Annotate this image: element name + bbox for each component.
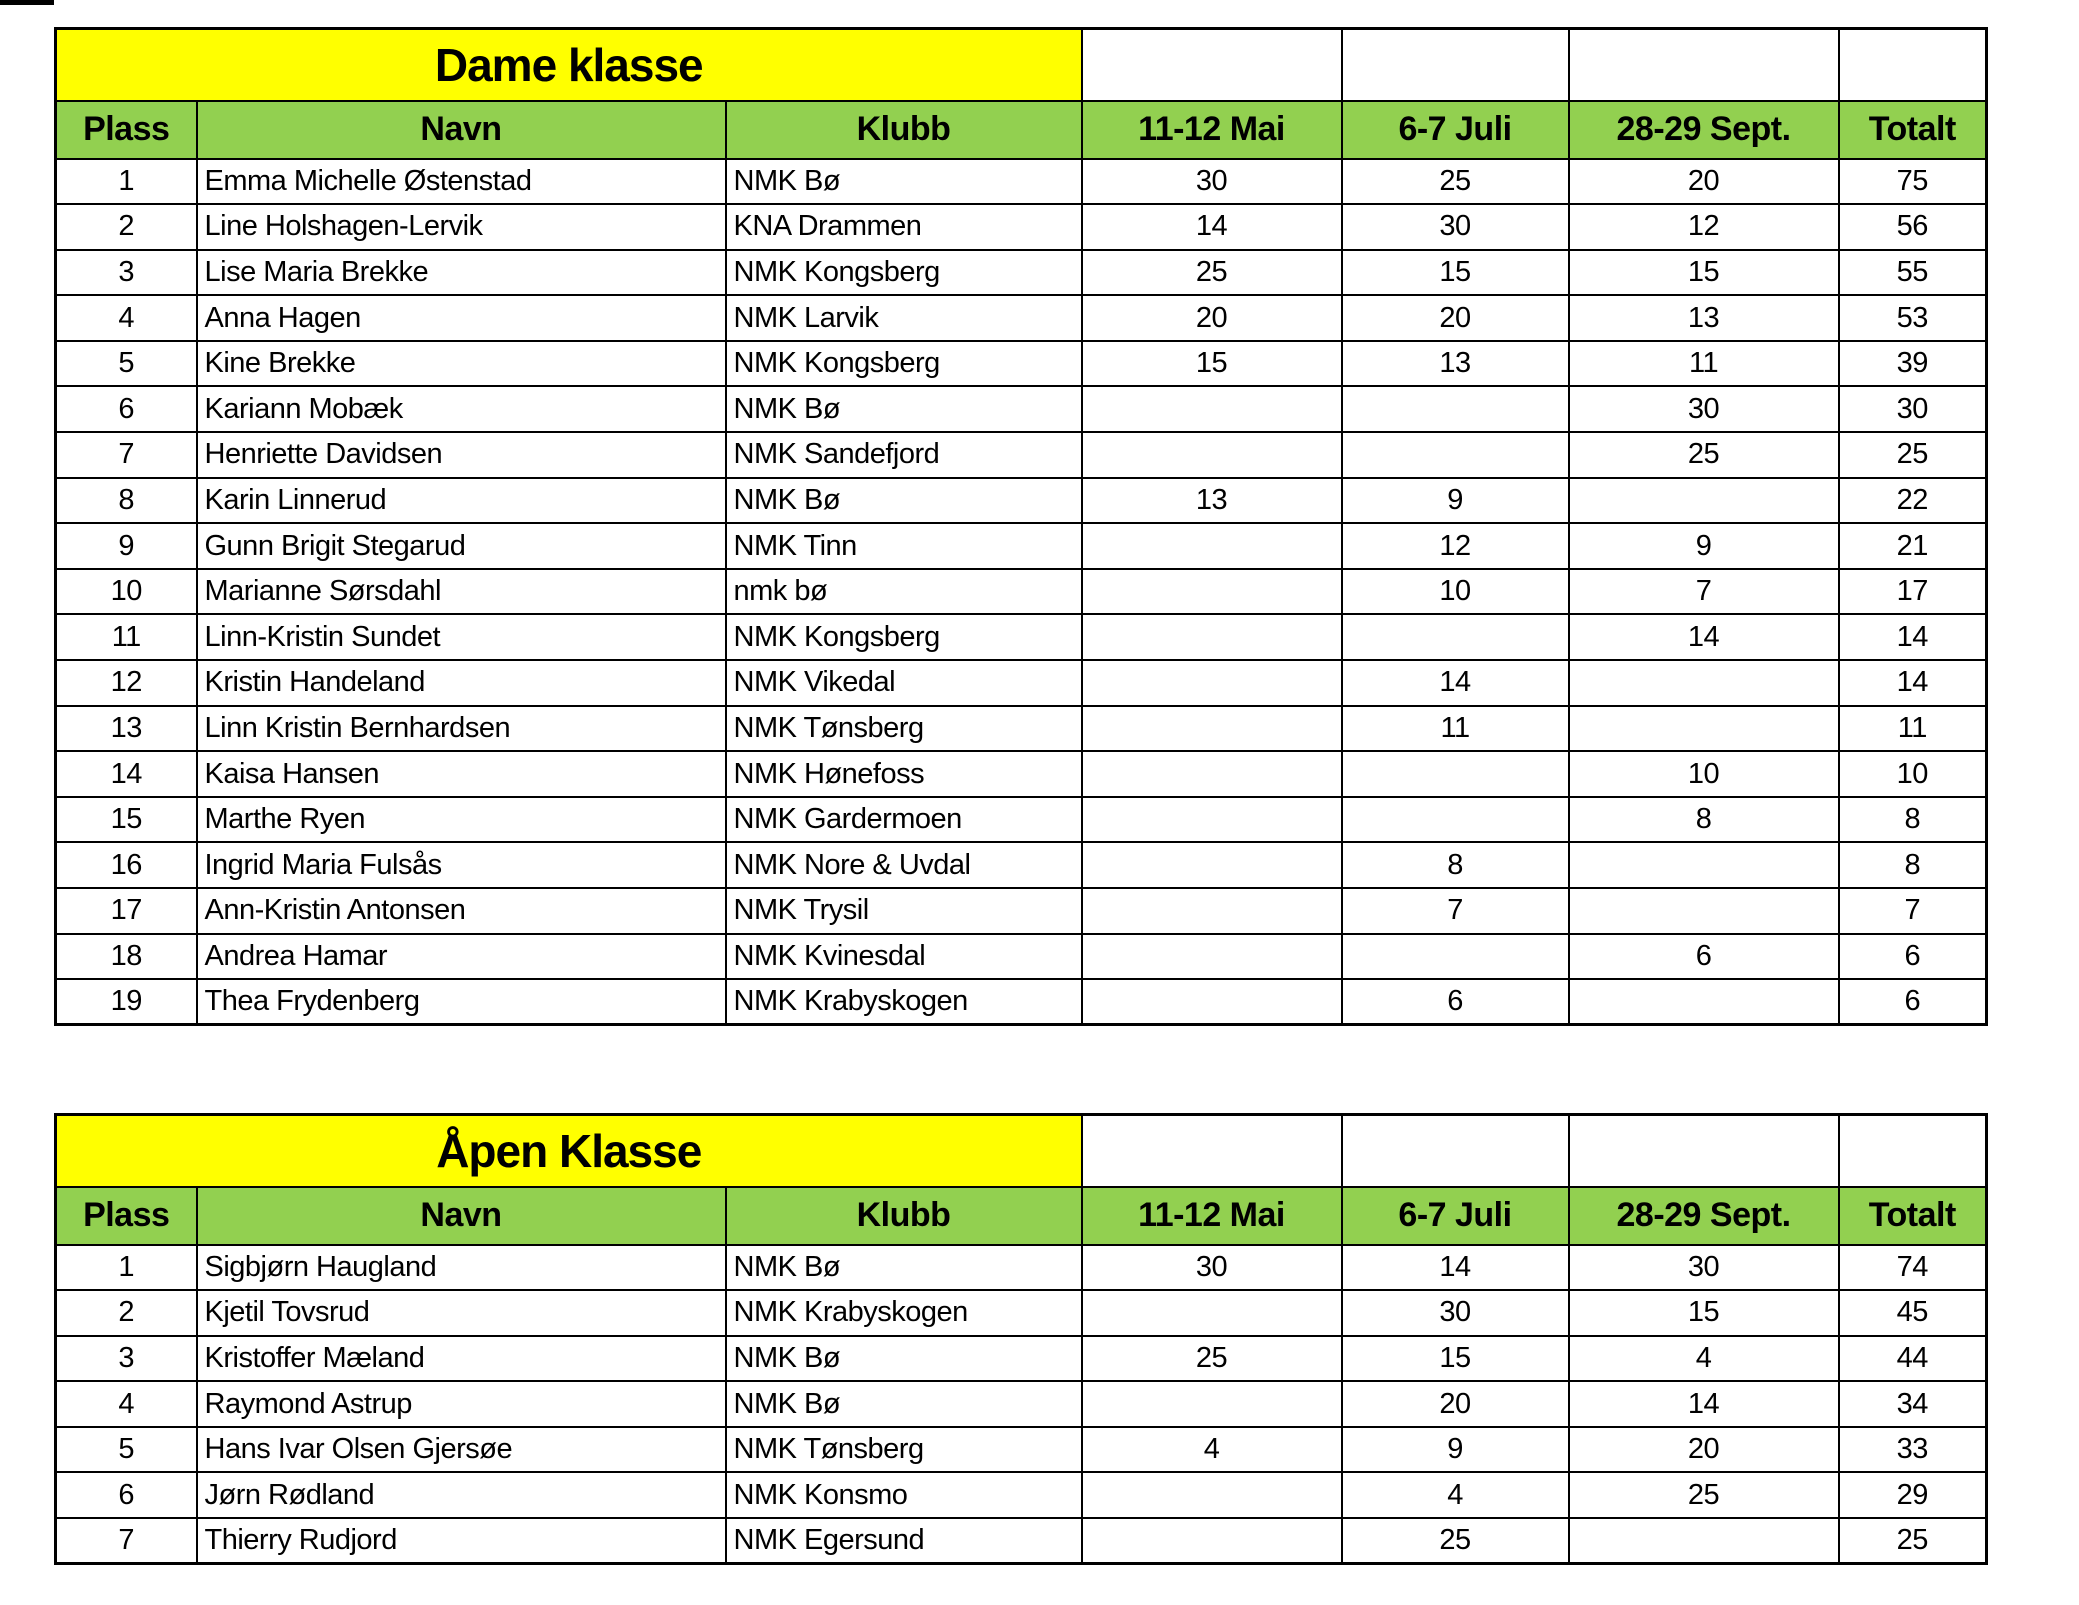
cell-navn: Thea Frydenberg	[197, 979, 726, 1025]
table-title: Dame klasse	[56, 29, 1082, 101]
cell-klubb: KNA Drammen	[726, 204, 1082, 250]
cell-plass: 7	[56, 432, 197, 478]
cell-plass: 8	[56, 478, 197, 524]
cell-totalt: 53	[1839, 295, 1987, 341]
cell-totalt: 17	[1839, 569, 1987, 615]
cell-juli: 9	[1342, 1427, 1569, 1473]
cell-plass: 3	[56, 1336, 197, 1382]
cell-juli: 14	[1342, 1245, 1569, 1291]
cell-navn: Ingrid Maria Fulsås	[197, 842, 726, 888]
cell-juli: 13	[1342, 341, 1569, 387]
cell-totalt: 34	[1839, 1381, 1987, 1427]
cell-navn: Andrea Hamar	[197, 934, 726, 980]
cell-juli	[1342, 386, 1569, 432]
cell-mai	[1082, 842, 1342, 888]
column-header-plass: Plass	[56, 101, 197, 159]
cell-plass: 14	[56, 751, 197, 797]
cell-totalt: 30	[1839, 386, 1987, 432]
column-header-6-7-juli: 6-7 Juli	[1342, 1187, 1569, 1245]
cell-juli	[1342, 432, 1569, 478]
table-row	[56, 159, 1987, 205]
cell-mai: 15	[1082, 341, 1342, 387]
cell-navn: Lise Maria Brekke	[197, 250, 726, 296]
cell-sept	[1569, 478, 1839, 524]
cell-totalt: 56	[1839, 204, 1987, 250]
cell-plass: 7	[56, 1518, 197, 1564]
table-row	[56, 569, 1987, 615]
cell-navn: Kaisa Hansen	[197, 751, 726, 797]
cell-juli: 20	[1342, 1381, 1569, 1427]
cell-klubb: NMK Kongsberg	[726, 250, 1082, 296]
cell-sept: 13	[1569, 295, 1839, 341]
table-row	[56, 1381, 1987, 1427]
cell-klubb: NMK Bø	[726, 1245, 1082, 1291]
cell-klubb: NMK Kongsberg	[726, 614, 1082, 660]
title-empty-cell	[1839, 29, 1987, 101]
column-header-row	[56, 101, 1987, 159]
cell-mai	[1082, 1518, 1342, 1564]
cell-totalt: 7	[1839, 888, 1987, 934]
cell-mai: 30	[1082, 1245, 1342, 1291]
cell-totalt: 25	[1839, 432, 1987, 478]
cell-klubb: NMK Tinn	[726, 523, 1082, 569]
cell-sept	[1569, 888, 1839, 934]
cell-juli: 30	[1342, 204, 1569, 250]
table-row	[56, 797, 1987, 843]
cell-plass: 15	[56, 797, 197, 843]
cell-navn: Gunn Brigit Stegarud	[197, 523, 726, 569]
cell-klubb: NMK Kongsberg	[726, 341, 1082, 387]
cell-plass: 2	[56, 204, 197, 250]
cell-juli: 15	[1342, 1336, 1569, 1382]
cell-sept	[1569, 660, 1839, 706]
column-header-klubb: Klubb	[726, 101, 1082, 159]
cell-klubb: NMK Tønsberg	[726, 706, 1082, 752]
table-row	[56, 1518, 1987, 1564]
cell-totalt: 25	[1839, 1518, 1987, 1564]
cell-sept: 14	[1569, 1381, 1839, 1427]
cell-totalt: 11	[1839, 706, 1987, 752]
table-row	[56, 204, 1987, 250]
column-header-totalt: Totalt	[1839, 101, 1987, 159]
cell-juli: 9	[1342, 478, 1569, 524]
cell-plass: 6	[56, 386, 197, 432]
cell-sept: 4	[1569, 1336, 1839, 1382]
cell-navn: Linn Kristin Bernhardsen	[197, 706, 726, 752]
cell-sept: 9	[1569, 523, 1839, 569]
cell-klubb: NMK Bø	[726, 1336, 1082, 1382]
cell-plass: 16	[56, 842, 197, 888]
column-header-navn: Navn	[197, 101, 726, 159]
cell-plass: 9	[56, 523, 197, 569]
cell-plass: 11	[56, 614, 197, 660]
cell-navn: Kristoffer Mæland	[197, 1336, 726, 1382]
column-header-28-29-sept: 28-29 Sept.	[1569, 1187, 1839, 1245]
cell-navn: Linn-Kristin Sundet	[197, 614, 726, 660]
title-empty-cell	[1342, 1115, 1569, 1187]
table-row	[56, 888, 1987, 934]
cell-juli: 4	[1342, 1472, 1569, 1518]
cell-mai: 25	[1082, 1336, 1342, 1382]
table-title-row	[56, 1115, 1987, 1187]
cell-mai	[1082, 569, 1342, 615]
cell-sept: 10	[1569, 751, 1839, 797]
cell-totalt: 45	[1839, 1290, 1987, 1336]
cell-plass: 2	[56, 1290, 197, 1336]
cell-navn: Henriette Davidsen	[197, 432, 726, 478]
column-header-11-12-mai: 11-12 Mai	[1082, 101, 1342, 159]
cell-navn: Ann-Kristin Antonsen	[197, 888, 726, 934]
cell-klubb: nmk bø	[726, 569, 1082, 615]
cell-plass: 3	[56, 250, 197, 296]
cell-totalt: 8	[1839, 842, 1987, 888]
title-empty-cell	[1082, 1115, 1342, 1187]
table-row	[56, 341, 1987, 387]
cell-sept: 7	[1569, 569, 1839, 615]
cell-klubb: NMK Krabyskogen	[726, 979, 1082, 1025]
cell-mai: 25	[1082, 250, 1342, 296]
cell-navn: Marianne Sørsdahl	[197, 569, 726, 615]
cell-sept	[1569, 1518, 1839, 1564]
cell-mai	[1082, 934, 1342, 980]
table-row	[56, 842, 1987, 888]
table-row	[56, 295, 1987, 341]
cell-sept: 6	[1569, 934, 1839, 980]
cell-sept: 14	[1569, 614, 1839, 660]
cell-totalt: 22	[1839, 478, 1987, 524]
cell-navn: Anna Hagen	[197, 295, 726, 341]
cell-klubb: NMK Konsmo	[726, 1472, 1082, 1518]
cell-juli: 25	[1342, 159, 1569, 205]
cell-sept: 15	[1569, 1290, 1839, 1336]
cell-mai	[1082, 751, 1342, 797]
cell-klubb: NMK Egersund	[726, 1518, 1082, 1564]
cell-klubb: NMK Hønefoss	[726, 751, 1082, 797]
cell-plass: 17	[56, 888, 197, 934]
cell-mai: 4	[1082, 1427, 1342, 1473]
cell-mai	[1082, 888, 1342, 934]
cell-mai	[1082, 979, 1342, 1025]
cell-navn: Jørn Rødland	[197, 1472, 726, 1518]
cell-klubb: NMK Sandefjord	[726, 432, 1082, 478]
cell-plass: 5	[56, 1427, 197, 1473]
cell-totalt: 14	[1839, 614, 1987, 660]
cell-totalt: 74	[1839, 1245, 1987, 1291]
cell-klubb: NMK Bø	[726, 1381, 1082, 1427]
cell-sept: 25	[1569, 1472, 1839, 1518]
cell-sept: 15	[1569, 250, 1839, 296]
cell-totalt: 44	[1839, 1336, 1987, 1382]
cell-juli: 25	[1342, 1518, 1569, 1564]
cell-totalt: 29	[1839, 1472, 1987, 1518]
cell-plass: 13	[56, 706, 197, 752]
title-empty-cell	[1342, 29, 1569, 101]
cell-juli: 7	[1342, 888, 1569, 934]
dame-klasse-table	[54, 27, 1988, 1026]
cell-juli: 10	[1342, 569, 1569, 615]
cell-juli: 20	[1342, 295, 1569, 341]
cell-klubb: NMK Bø	[726, 159, 1082, 205]
cell-plass: 4	[56, 1381, 197, 1427]
cell-totalt: 75	[1839, 159, 1987, 205]
cell-plass: 1	[56, 159, 197, 205]
cell-sept: 30	[1569, 386, 1839, 432]
cell-totalt: 55	[1839, 250, 1987, 296]
cell-navn: Kristin Handeland	[197, 660, 726, 706]
cell-sept: 20	[1569, 1427, 1839, 1473]
table-title-row	[56, 29, 1987, 101]
table-row	[56, 432, 1987, 478]
cell-totalt: 10	[1839, 751, 1987, 797]
cell-plass: 12	[56, 660, 197, 706]
cell-juli	[1342, 797, 1569, 843]
table-row	[56, 523, 1987, 569]
cell-navn: Kariann Mobæk	[197, 386, 726, 432]
cell-juli	[1342, 751, 1569, 797]
table-row	[56, 1245, 1987, 1291]
cell-navn: Sigbjørn Haugland	[197, 1245, 726, 1291]
cell-klubb: NMK Vikedal	[726, 660, 1082, 706]
cell-mai	[1082, 660, 1342, 706]
cell-sept: 12	[1569, 204, 1839, 250]
cell-juli: 6	[1342, 979, 1569, 1025]
cell-klubb: NMK Gardermoen	[726, 797, 1082, 843]
cell-mai	[1082, 614, 1342, 660]
cell-juli: 8	[1342, 842, 1569, 888]
cell-juli: 14	[1342, 660, 1569, 706]
cell-plass: 19	[56, 979, 197, 1025]
cell-totalt: 6	[1839, 979, 1987, 1025]
cell-totalt: 39	[1839, 341, 1987, 387]
cell-plass: 4	[56, 295, 197, 341]
cell-klubb: NMK Larvik	[726, 295, 1082, 341]
cell-navn: Kjetil Tovsrud	[197, 1290, 726, 1336]
cell-navn: Thierry Rudjord	[197, 1518, 726, 1564]
cell-mai	[1082, 1472, 1342, 1518]
cell-plass: 18	[56, 934, 197, 980]
cell-navn: Raymond Astrup	[197, 1381, 726, 1427]
column-header-navn: Navn	[197, 1187, 726, 1245]
cell-mai	[1082, 1381, 1342, 1427]
cell-juli: 30	[1342, 1290, 1569, 1336]
title-empty-cell	[1569, 1115, 1839, 1187]
cell-mai: 20	[1082, 295, 1342, 341]
cell-mai	[1082, 523, 1342, 569]
cell-plass: 5	[56, 341, 197, 387]
cell-navn: Kine Brekke	[197, 341, 726, 387]
table-row	[56, 250, 1987, 296]
table-row	[56, 660, 1987, 706]
cell-sept	[1569, 706, 1839, 752]
cell-mai: 30	[1082, 159, 1342, 205]
title-empty-cell	[1839, 1115, 1987, 1187]
table-row	[56, 1472, 1987, 1518]
cell-plass: 10	[56, 569, 197, 615]
cell-sept	[1569, 842, 1839, 888]
cell-mai: 13	[1082, 478, 1342, 524]
cell-mai	[1082, 1290, 1342, 1336]
cell-plass: 6	[56, 1472, 197, 1518]
cell-navn: Line Holshagen-Lervik	[197, 204, 726, 250]
cell-navn: Marthe Ryen	[197, 797, 726, 843]
cell-juli	[1342, 614, 1569, 660]
cell-juli: 11	[1342, 706, 1569, 752]
cell-klubb: NMK Kvinesdal	[726, 934, 1082, 980]
column-header-6-7-juli: 6-7 Juli	[1342, 101, 1569, 159]
table-row	[56, 1336, 1987, 1382]
apen-klasse-table	[54, 1113, 1988, 1565]
cell-mai	[1082, 797, 1342, 843]
cell-klubb: NMK Nore & Uvdal	[726, 842, 1082, 888]
column-header-11-12-mai: 11-12 Mai	[1082, 1187, 1342, 1245]
column-header-plass: Plass	[56, 1187, 197, 1245]
column-header-totalt: Totalt	[1839, 1187, 1987, 1245]
cell-navn: Karin Linnerud	[197, 478, 726, 524]
cell-plass: 1	[56, 1245, 197, 1291]
cell-mai: 14	[1082, 204, 1342, 250]
cell-totalt: 33	[1839, 1427, 1987, 1473]
cell-sept	[1569, 979, 1839, 1025]
cell-navn: Emma Michelle Østenstad	[197, 159, 726, 205]
cell-sept: 8	[1569, 797, 1839, 843]
table-row	[56, 1427, 1987, 1473]
cell-sept: 11	[1569, 341, 1839, 387]
table-row	[56, 1290, 1987, 1336]
cell-mai	[1082, 432, 1342, 478]
title-empty-cell	[1569, 29, 1839, 101]
cell-sept: 30	[1569, 1245, 1839, 1291]
column-header-row	[56, 1187, 1987, 1245]
table-row	[56, 751, 1987, 797]
cell-juli	[1342, 934, 1569, 980]
table-row	[56, 706, 1987, 752]
cell-juli: 12	[1342, 523, 1569, 569]
cell-navn: Hans Ivar Olsen Gjersøe	[197, 1427, 726, 1473]
cell-totalt: 8	[1839, 797, 1987, 843]
cell-juli: 15	[1342, 250, 1569, 296]
cell-mai	[1082, 706, 1342, 752]
table-row	[56, 386, 1987, 432]
cell-totalt: 21	[1839, 523, 1987, 569]
cell-sept: 20	[1569, 159, 1839, 205]
table-row	[56, 979, 1987, 1025]
table-title: Åpen Klasse	[56, 1115, 1082, 1187]
table-row	[56, 478, 1987, 524]
cell-klubb: NMK Bø	[726, 478, 1082, 524]
table-row	[56, 614, 1987, 660]
top-edge-artifact	[0, 0, 54, 5]
cell-totalt: 14	[1839, 660, 1987, 706]
table-row	[56, 934, 1987, 980]
cell-klubb: NMK Trysil	[726, 888, 1082, 934]
cell-klubb: NMK Bø	[726, 386, 1082, 432]
cell-mai	[1082, 386, 1342, 432]
cell-totalt: 6	[1839, 934, 1987, 980]
cell-klubb: NMK Krabyskogen	[726, 1290, 1082, 1336]
cell-sept: 25	[1569, 432, 1839, 478]
cell-klubb: NMK Tønsberg	[726, 1427, 1082, 1473]
column-header-28-29-sept: 28-29 Sept.	[1569, 101, 1839, 159]
column-header-klubb: Klubb	[726, 1187, 1082, 1245]
title-empty-cell	[1082, 29, 1342, 101]
